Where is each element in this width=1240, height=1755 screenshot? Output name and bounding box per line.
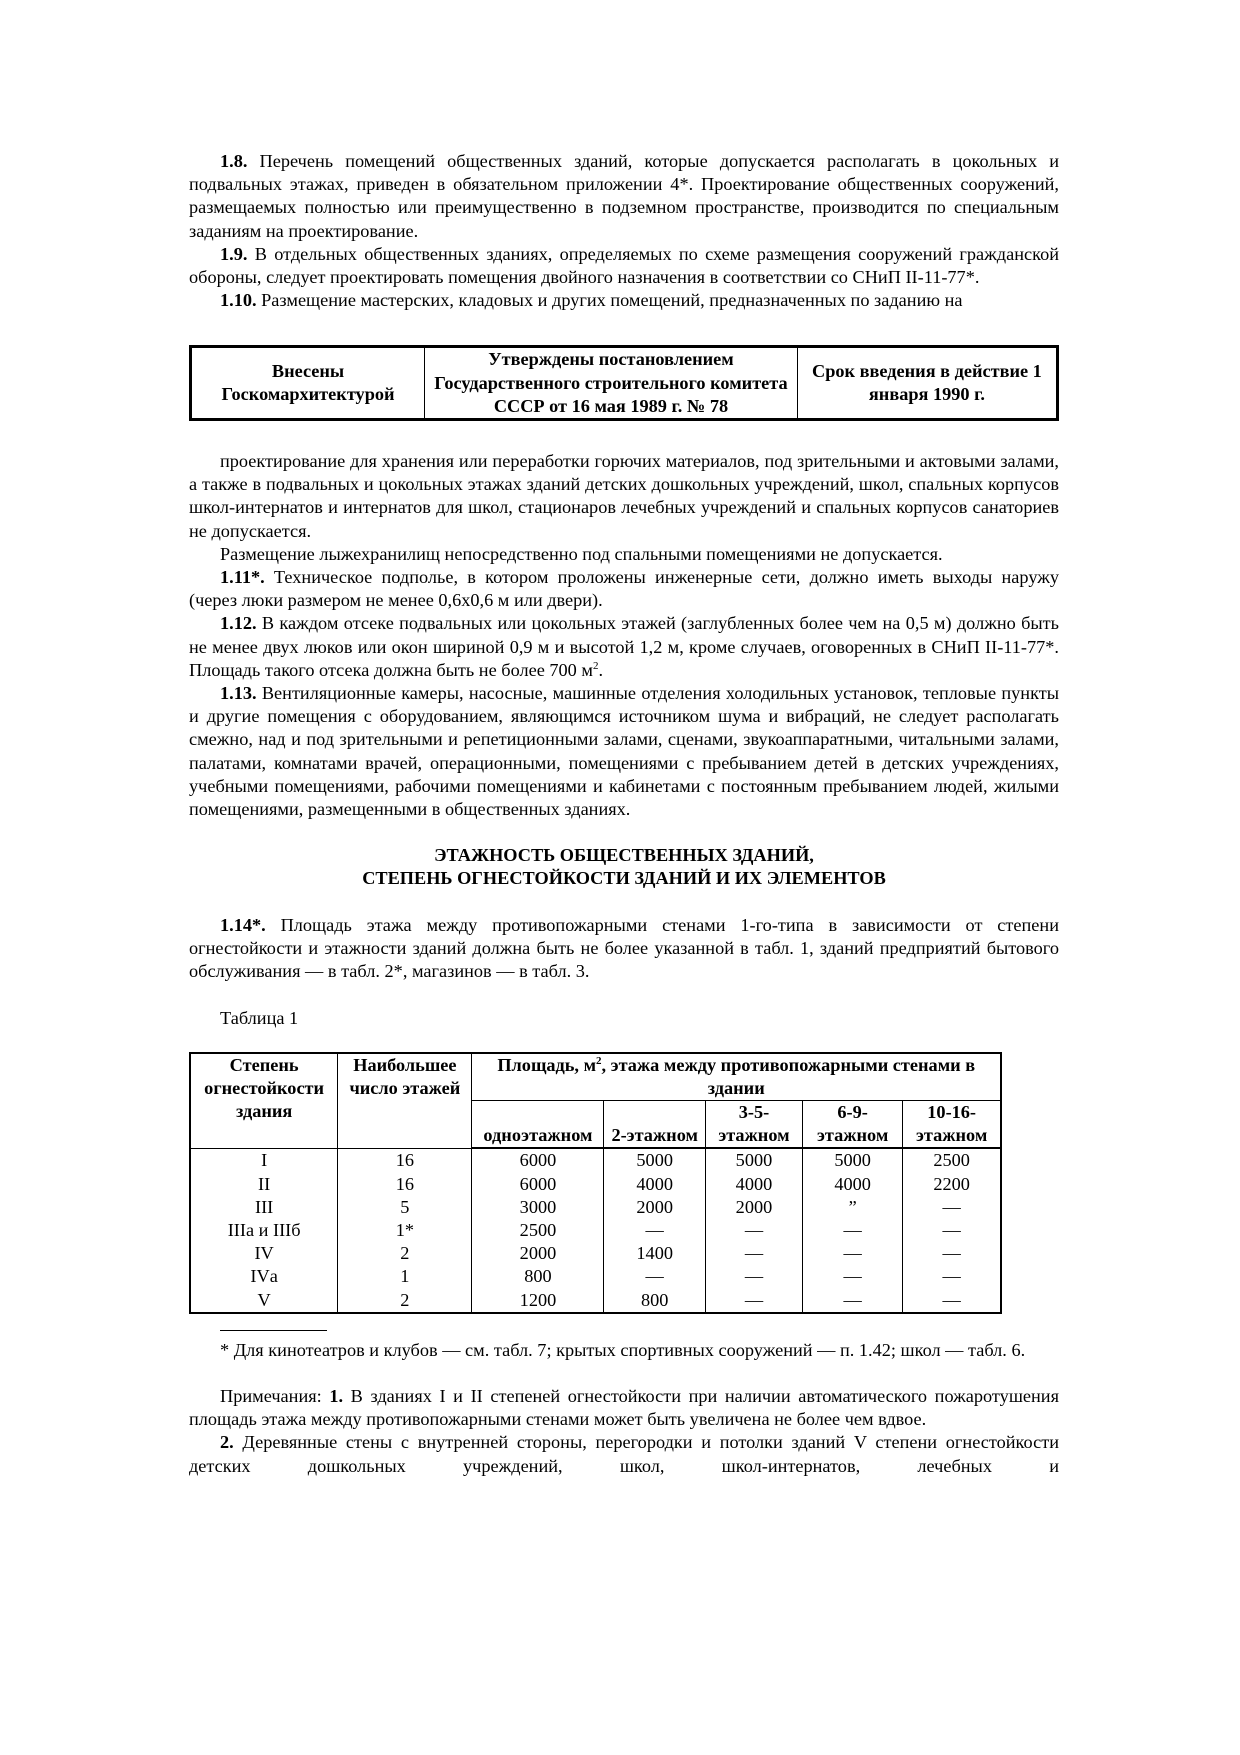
paragraph-continued: проектирование для хранения или переработки горючих материалов, под зрительными и актовыми залами, а также в подвальных и цокольных этажах зданий детских дошкольных учреждений, школ, спальных корпусов школ-интернатов и интернатов для школ, стационаров лечебных учреждений и спальных корпусов санаториев не допускается. bbox=[189, 451, 1059, 541]
table-row bbox=[190, 1173, 1001, 1196]
table-row bbox=[190, 1265, 1001, 1288]
table-row bbox=[190, 1196, 1001, 1219]
note-2 bbox=[189, 1431, 1059, 1477]
table-cell: — bbox=[903, 1219, 1001, 1242]
table-cell: 6000 bbox=[472, 1173, 604, 1196]
note-number: 1. bbox=[329, 1385, 344, 1406]
table-cell: — bbox=[903, 1242, 1001, 1265]
paragraph-text: Перечень помещений общественных зданий, которые допускается располагать в цокольных и подвальных этажах, приведен в обязательном приложении 4*. Проектирование общественных сооружений, размещаемых полностью или преимущественно в подземном пространстве, производится по специальным заданиям на проектирование. bbox=[189, 151, 1059, 241]
paragraph-1-12 bbox=[189, 612, 1059, 682]
table-row bbox=[190, 1242, 1001, 1265]
table-cell: 2000 bbox=[705, 1196, 802, 1219]
paragraph-1-10 bbox=[189, 289, 1059, 312]
table-caption: Таблица 1 bbox=[220, 1008, 299, 1029]
table-cell: — bbox=[903, 1289, 1001, 1313]
subheader-6-9-storey: 6-9-этажном bbox=[802, 1100, 902, 1148]
table-row bbox=[190, 1219, 1001, 1242]
table-row bbox=[190, 1148, 1001, 1172]
table-cell: IV bbox=[190, 1242, 338, 1265]
note-text: В зданиях I и II степеней огнестойкости при наличии автоматического пожаротушения площадь этажа между противопожарными стенами может быть увеличена не более чем вдвое. bbox=[189, 1385, 1059, 1430]
table-cell: — bbox=[604, 1219, 706, 1242]
table-cell: 5000 bbox=[802, 1148, 902, 1172]
table-cell: 2 bbox=[338, 1289, 472, 1313]
fire-resistance-table bbox=[189, 1052, 1002, 1314]
table-cell: — bbox=[705, 1265, 802, 1288]
table-cell: 1400 bbox=[604, 1242, 706, 1265]
table-cell: IVа bbox=[190, 1265, 338, 1288]
table-cell: 800 bbox=[604, 1289, 706, 1313]
table-cell: 16 bbox=[338, 1173, 472, 1196]
note-text: Деревянные стены с внутренней стороны, перегородки и потолки зданий V степени огнестойкости детских дошкольных учреждений, школ, школ-интернатов, лечебных и bbox=[189, 1432, 1059, 1476]
table-cell: — bbox=[903, 1265, 1001, 1288]
column-header-fire-resistance: Степень огнестойкости здания bbox=[190, 1053, 338, 1149]
subheader-one-storey: одноэтажном bbox=[472, 1100, 604, 1148]
subheader-10-16-storey: 10-16-этажном bbox=[903, 1100, 1001, 1148]
clause-number: 1.11*. bbox=[220, 567, 265, 588]
note-number: 2. bbox=[220, 1432, 234, 1453]
table-cell: 1* bbox=[338, 1219, 472, 1242]
paragraph-end: . bbox=[598, 659, 604, 680]
notes-intro: Примечания: bbox=[220, 1385, 330, 1406]
table-cell: ” bbox=[802, 1196, 902, 1219]
column-group-header-area: Площадь, $м^2$, этажа между противопожарными стенами в здании bbox=[472, 1053, 1001, 1101]
table-cell: — bbox=[705, 1289, 802, 1313]
clause-number: 1.12. bbox=[220, 613, 257, 634]
table-cell: 4000 bbox=[705, 1173, 802, 1196]
table-cell: — bbox=[802, 1265, 902, 1288]
paragraph-1-8 bbox=[189, 150, 1059, 243]
paragraph-1-11 bbox=[189, 566, 1059, 612]
submitted-by: Внесены Госкомархитектурой bbox=[191, 347, 425, 420]
table-row bbox=[190, 1289, 1001, 1313]
table-cell: 1200 bbox=[472, 1289, 604, 1313]
paragraph-text: В каждом отсеке подвальных или цокольных этажей (заглубленных более чем на 0,5 м) должно быть не менее двух люков или окон шириной 0,9 м и высотой 1,2 м, кроме случаев, оговоренных в СНиП II-11-77*. Площадь такого отсека должна быть не более 700 м bbox=[189, 613, 1059, 680]
table-cell: 5 bbox=[338, 1196, 472, 1219]
table-cell: — bbox=[802, 1289, 902, 1313]
table-cell: 3000 bbox=[472, 1196, 604, 1219]
heading-line-1: ЭТАЖНОСТЬ ОБЩЕСТВЕННЫХ ЗДАНИЙ, bbox=[434, 845, 814, 866]
table-cell: — bbox=[802, 1219, 902, 1242]
subheader-3-5-storey: 3-5-этажном bbox=[705, 1100, 802, 1148]
table-cell: — bbox=[903, 1196, 1001, 1219]
paragraph-text: В отдельных общественных зданиях, определяемых по схеме размещения сооружений гражданской обороны, следует проектировать помещения двойного назначения в соответствии со СНиП II-11-77*. bbox=[189, 243, 1059, 288]
footnote-divider bbox=[220, 1330, 327, 1331]
document-page bbox=[189, 150, 1059, 1478]
column-header-max-floors: Наибольшее число этажей bbox=[338, 1053, 472, 1149]
paragraph-text: Техническое подполье, в котором проложены инженерные сети, должно иметь выходы наружу (через люки размером не менее 0,6х0,6 м или двери). bbox=[189, 567, 1059, 611]
table-cell: 1 bbox=[338, 1265, 472, 1288]
table-cell: — bbox=[604, 1265, 706, 1288]
paragraph-ski-storage: Размещение лыжехранилищ непосредственно под спальными помещениями не допускается. bbox=[220, 543, 943, 564]
table-cell: I bbox=[190, 1148, 338, 1172]
superscript: 2 bbox=[592, 659, 599, 672]
table-cell: V bbox=[190, 1289, 338, 1313]
approval-block bbox=[189, 345, 1059, 421]
table-cell: 2500 bbox=[903, 1148, 1001, 1172]
table-cell: — bbox=[802, 1242, 902, 1265]
table-cell: — bbox=[705, 1219, 802, 1242]
table-cell: III bbox=[190, 1196, 338, 1219]
paragraph-text: Площадь этажа между противопожарными стенами 1-го-типа в зависимости от степени огнестойкости и этажности зданий должна быть не более указанной в табл. 1, зданий предприятий бытового обслуживания — в табл. 2*, магазинов — в табл. 3. bbox=[189, 914, 1059, 982]
clause-number: 1.10. bbox=[220, 290, 257, 311]
table-cell: 2500 bbox=[472, 1219, 604, 1242]
clause-number: 1.8. bbox=[220, 151, 248, 171]
table-cell: 800 bbox=[472, 1265, 604, 1288]
paragraph-1-13 bbox=[189, 682, 1059, 821]
table-cell: 6000 bbox=[472, 1148, 604, 1172]
effective-date: Срок введения в действие 1 января 1990 г. bbox=[797, 347, 1057, 420]
heading-line-2: СТЕПЕНЬ ОГНЕСТОЙКОСТИ ЗДАНИЙ И ИХ ЭЛЕМЕНТОВ bbox=[362, 868, 886, 889]
table-cell: IIIа и IIIб bbox=[190, 1219, 338, 1242]
table-cell: 4000 bbox=[604, 1173, 706, 1196]
clause-number: 1.9. bbox=[220, 243, 248, 264]
section-heading bbox=[189, 844, 1059, 890]
table-cell: 2200 bbox=[903, 1173, 1001, 1196]
paragraph-1-9 bbox=[189, 243, 1059, 289]
table-cell: 16 bbox=[338, 1148, 472, 1172]
table-cell: 5000 bbox=[604, 1148, 706, 1172]
approved-by: Утверждены постановлением Государственного строительного комитета СССР от 16 мая 1989 г. № 78 bbox=[425, 347, 798, 420]
table-cell: 2000 bbox=[604, 1196, 706, 1219]
clause-number: 1.13. bbox=[220, 683, 257, 704]
clause-number: 1.14*. bbox=[220, 914, 266, 935]
table-cell: 2000 bbox=[472, 1242, 604, 1265]
table-cell: — bbox=[705, 1242, 802, 1265]
table-footnote: * Для кинотеатров и клубов — см. табл. 7; крытых спортивных сооружений — п. 1.42; школ — табл. 6. bbox=[220, 1339, 1026, 1360]
note-1 bbox=[189, 1385, 1059, 1431]
paragraph-text: Вентиляционные камеры, насосные, машинные отделения холодильных установок, тепловые пункты и другие помещения с оборудованием, являющимся источником шума и вибраций, не следует располагать смежно, над и под зрительными и репетиционными залами, сценами, звукоаппаратными, читальными залами, палатами, комнатами врачей, операционными, помещениями с пребыванием детей в детских учреждениях, учебными помещениями, рабочими помещениями и кабинетами с постоянным пребыванием людей, жилыми помещениями, размещенными в общественных зданиях. bbox=[189, 683, 1059, 820]
table-cell: 2 bbox=[338, 1242, 472, 1265]
table-cell: 4000 bbox=[802, 1173, 902, 1196]
table-cell: II bbox=[190, 1173, 338, 1196]
table-cell: 5000 bbox=[705, 1148, 802, 1172]
paragraph-text: Размещение мастерских, кладовых и других помещений, предназначенных по заданию на bbox=[256, 290, 963, 311]
subheader-two-storey: 2-этажном bbox=[604, 1100, 706, 1148]
paragraph-1-14 bbox=[189, 914, 1059, 984]
